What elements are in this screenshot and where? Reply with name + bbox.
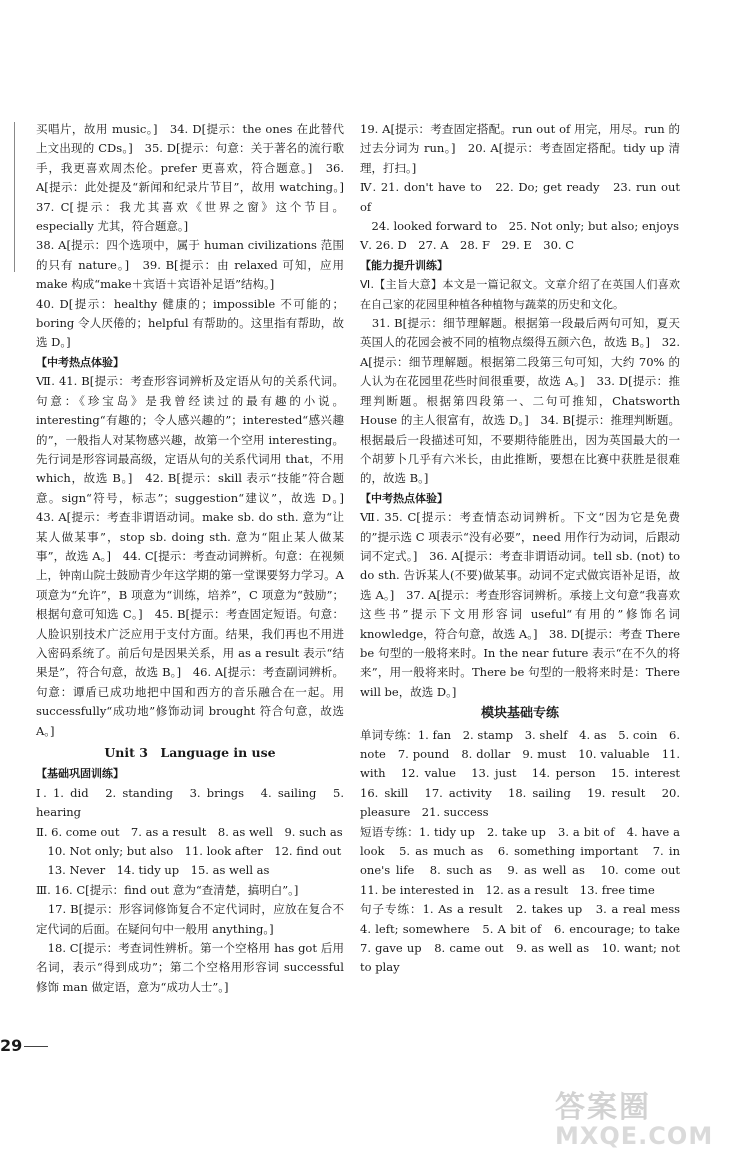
answer-paragraph: 18. C[提示：考查词性辨析。第一个空格用 has got 后用名词，表示“得到成功”；第二个空格用形容词 successful 修饰 man 做定语，意为“成功人士”。]	[36, 941, 344, 994]
answer-paragraph: Ⅲ. 16. C[提示：find out 意为“查清楚，搞明白”。]	[36, 882, 299, 897]
watermark-logo-text: 答案圈	[555, 1090, 651, 1125]
answer-paragraph: 买唱片，故用 music。] 34. D[提示：the ones 在此替代上文出现的 CDs。] 35. D[提示：句意：关于著名的流行歌手，我更喜欢周杰伦。prefer 更喜欢，符合题意。] 36. A[提示：此处提及“新闻和纪录片节目”，故用 watching。] 37. C[提示：我尤其喜欢《世界之窗》这个节目。especially 尤其，符合题意。]	[36, 122, 356, 234]
right-column	[360, 120, 692, 978]
answer-paragraph: Ⅱ. 6. come out 7. as a result 8. as well 9. such as	[36, 824, 343, 839]
unit-title: Unit 3 Language in use	[104, 745, 276, 760]
answer-paragraph: Ⅰ. 1. did 2. standing 3. brings 4. sailing 5. hearing	[36, 785, 344, 820]
answer-paragraph: 38. A[提示：四个选项中，属于 human civilizations 范围的只有 nature。] 39. B[提示：由 relaxed 可知，应用 make 构成“make＋宾语＋宾语补足语”结构。]	[36, 238, 344, 292]
answer-paragraph: Ⅳ. 21. don't have to 22. Do; get ready 23. run out of	[360, 180, 680, 214]
answer-paragraph: 40. D[提示：healthy 健康的；impossible 不可能的；boring 令人厌倦的；helpful 有帮助的。这里指有帮助，故选 D。]	[36, 296, 344, 350]
page-number: 29	[0, 1036, 23, 1055]
answer-paragraph: Ⅴ. 26. D 27. A 28. F 29. E 30. C	[360, 238, 575, 253]
answer-paragraph: 10. Not only; but also 11. look after 12. find out	[36, 844, 342, 859]
section-heading: 【能力提升训练】	[360, 258, 448, 272]
margin-rule	[14, 122, 15, 272]
answer-paragraph: 17. B[提示：形容词修饰复合不定代词时，应放在复合不定代词的后面。在疑问句中一般用 anything。]	[36, 902, 344, 936]
answer-paragraph: Ⅶ. 41. B[提示：考查形容词辨析及定语从句的关系代词。句意：《珍宝岛》是我曾经读过的最有趣的小说。interesting“有趣的；令人感兴趣的”；interested“感兴趣的”，一般指人对某物感兴趣，故第一个空用 interesting。先行词是形容词最高级，定语从句的关系代词用 that，不用 which，故选 B。] 42. B[提示：skill 表示“技能”符合题意。sign“符号，标志”；suggestion“建议”，故选 D。] 43. A[提示：考查非谓语动词。make sb. do sth. 意为“让某人做某事”，stop sb. doing sth. 意为“阻止某人做某事”，故选 A。] 44. C[提示：考查动词辨析。句意：在视频上，钟南山院士鼓励青少年这学期的第一堂课要努力学习。A 项意为“允许”，B 项意为“训练，培养”，C 项意为“鼓励”；根据句意可知选 C。] 45. B[提示：考查固定短语。句意：人脸识别技术广泛应用于支付方面。结果，我们再也不用进入密码系统了。前后句是因果关系，用 as a result 表示“结果是”，符合句意，故选 B。] 46. A[提示：考查副词辨析。句意：谭盾已成功地把中国和西方的音乐融合在一起。用 successfully“成功地”修饰动词 brought 符合句意，故选 A。]	[36, 374, 356, 738]
section-heading: 【中考热点体验】	[36, 355, 124, 369]
section-heading: 【基础巩固训练】	[36, 767, 124, 781]
answer-paragraph: 句子专练：1. As a result 2. takes up 3. a real mess 4. left; somewhere 5. A bit of 6. encourage; to take 7. gave up 8. came out 9. as well as 10. want; not to play	[360, 902, 692, 975]
answer-paragraph: 单词专练：1. fan 2. stamp 3. shelf 4. as 5. coin 6. note 7. pound 8. dollar 9. must 10. valuable 11. with 12. value 13. just 14. person 15. interest 16. skill 17. activity 18. sailing 19. result 20. pleasure 21. success	[360, 727, 692, 820]
answer-paragraph: 短语专练：1. tidy up 2. take up 3. a bit of 4. have a look 5. as much as 6. something important 7. in one's life 8. such as 9. as well as 10. come out 11. be interested in 12. as a result 13. free time	[360, 824, 692, 897]
answer-paragraph: 19. A[提示：考查固定搭配。run out of 用完，用尽。run 的过去分词为 run。] 20. A[提示：考查固定搭配。tidy up 清理，打扫。]	[360, 122, 680, 175]
watermark-url-text: MXQE.COM	[555, 1122, 714, 1150]
answer-paragraph: 13. Never 14. tidy up 15. as well as	[36, 863, 270, 878]
answer-paragraph: Ⅶ. 35. C[提示：考查情态动词辨析。下文“因为它是免费的”提示选 C 项表示“没有必要”，need 用作行为动词，后跟动词不定式。] 36. A[提示：考查非谓语动词。tell sb. (not) to do sth. 告诉某人(不要)做某事。动词不定式做宾语补足语，故选 A。] 37. A[提示：考查形容词辨析。承接上文句意“我喜欢这些书”提示下文用形容词 useful“有用的”修饰名词 knowledge，符合句意，故选 A。] 38. D[提示：考查 There be 句型的一般将来时。In the near future 表示“在不久的将来”，用一般将来时。There be 句型的一般将来时是：There will be，故选 D。]	[360, 510, 680, 699]
answer-paragraph: 31. B[提示：细节理解题。根据第一段最后两句可知，夏天英国人的花园会被不同的植物点缀得五颜六色，故选 B。] 32. A[提示：细节理解题。根据第二段第三句可知，大约 70% 的人认为在花园里花些时间很重要，故选 A。] 33. D[提示：推理判断题。根据第四段第一、二句可推知，Chatsworth House 的主人很富有，故选 D。] 34. B[提示：推理判断题。根据最后一段描述可知，不要期待能胜出，因为英国最大的一个胡萝卜几乎有六米长，由此推断，要想在比赛中获胜是很难的，故选 B。]	[360, 316, 680, 486]
module-title: 模块基础专练	[480, 706, 559, 722]
section-heading: 【中考热点体验】	[360, 491, 448, 505]
main-idea-paragraph: Ⅵ.【主旨大意】本文是一篇记叙文。文章介绍了在英国人们喜欢在自己家的花园里种植各种植物与蔬菜的历史和文化。	[360, 278, 680, 311]
left-column	[36, 120, 356, 997]
page-number-rule	[24, 1046, 48, 1047]
watermark-logo	[555, 1082, 735, 1150]
answer-paragraph: 24. looked forward to 25. Not only; but also; enjoys	[360, 219, 679, 234]
